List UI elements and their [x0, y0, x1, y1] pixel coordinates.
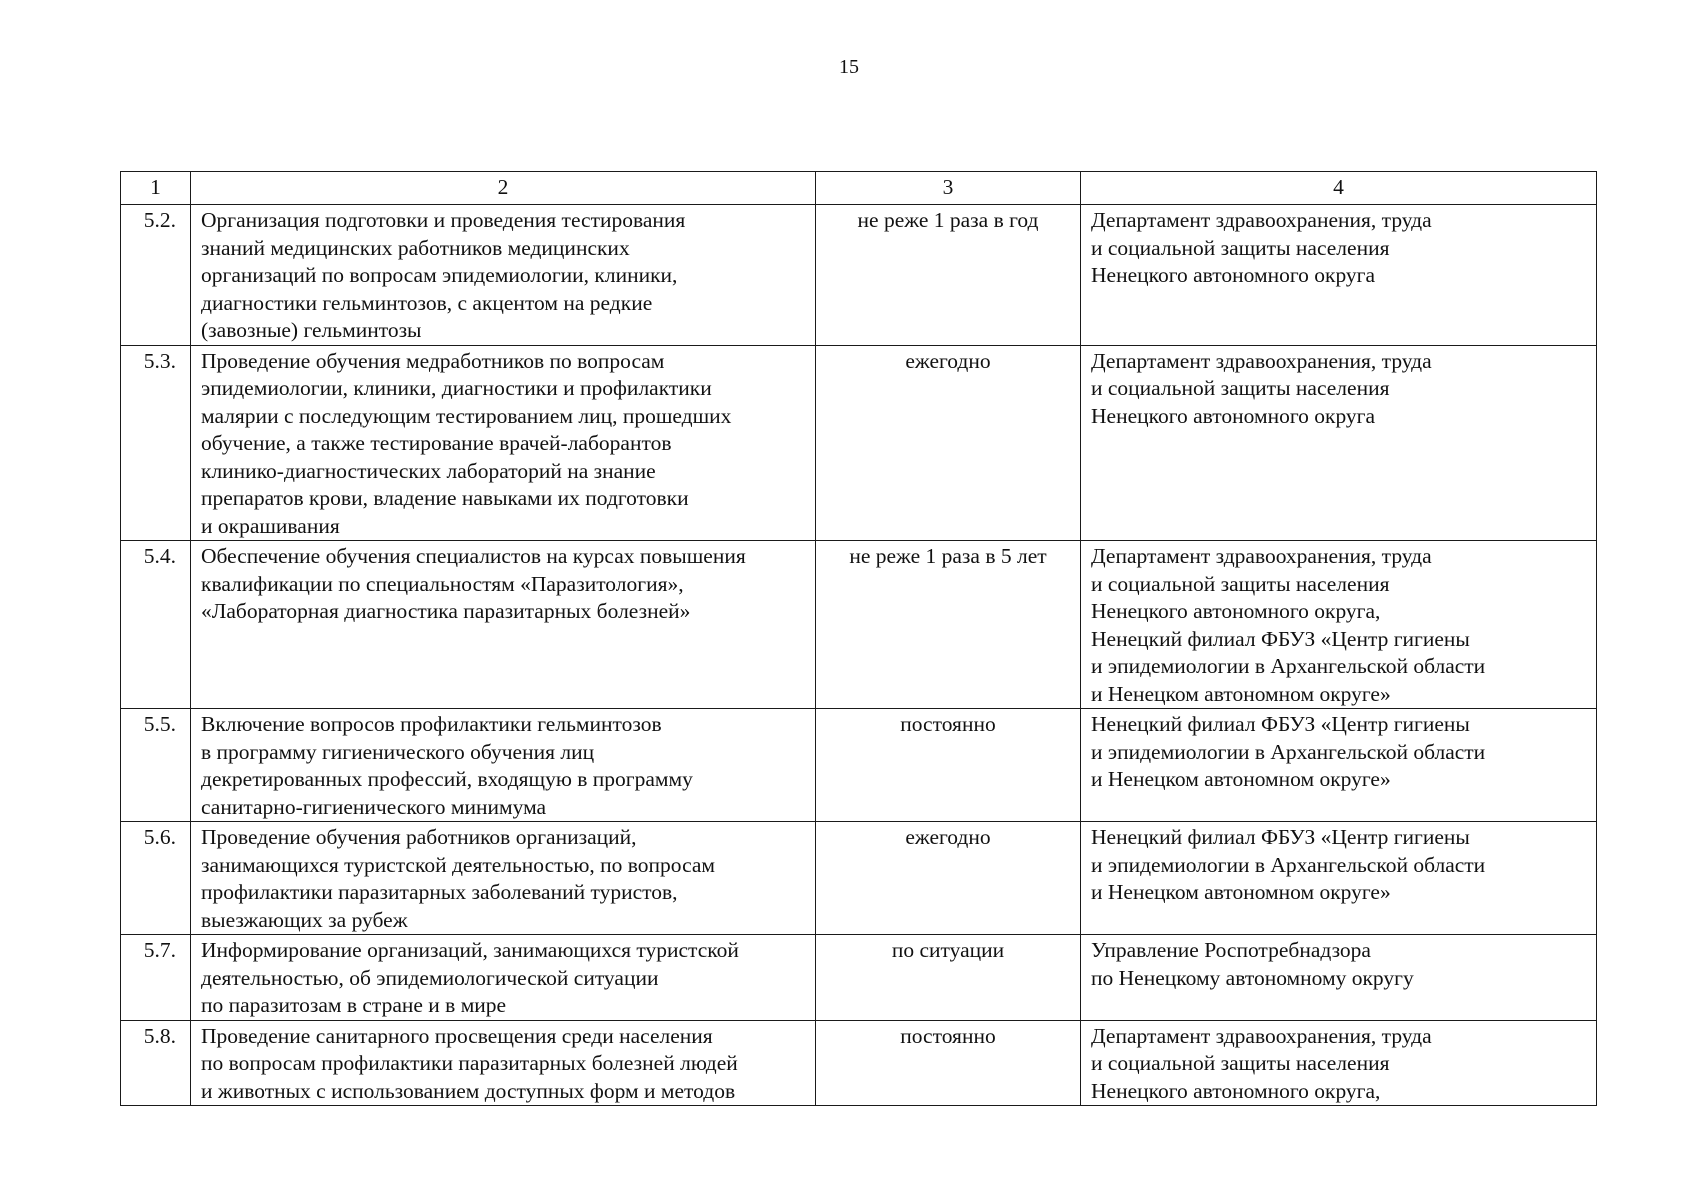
executor-line: Ненецкого автономного округа, — [1091, 599, 1381, 623]
column-header-3: 3 — [816, 172, 1081, 205]
executor-line: и эпидемиологии в Архангельской области — [1091, 654, 1486, 678]
period-cell: не реже 1 раза в год — [816, 205, 1081, 346]
action-line: Включение вопросов профилактики гельминтозов — [201, 712, 662, 736]
action-cell — [191, 345, 816, 541]
action-line: малярии с последующим тестированием лиц, прошедших — [201, 403, 732, 428]
table-row — [121, 345, 1597, 541]
item-number: 5.8. — [121, 1020, 191, 1106]
period-cell: постоянно — [816, 1020, 1081, 1106]
action-line: «Лабораторная диагностика паразитарных болезней» — [201, 599, 691, 623]
action-line: и животных с использованием доступных форм и методов — [201, 1078, 736, 1103]
measures-table — [120, 171, 1597, 1106]
executor-line: и эпидемиологии в Архангельской области — [1091, 739, 1486, 764]
action-line: эпидемиологии, клиники, диагностики и профилактики — [201, 376, 712, 400]
action-line: обучение, а также тестирование врачей-лаборантов — [201, 431, 672, 455]
action-line: Проведение обучения медработников по вопросам — [201, 348, 665, 373]
action-line: знаний медицинских работников медицинских — [201, 235, 630, 260]
item-number: 5.4. — [121, 541, 191, 709]
action-line: Проведение обучения работников организаций, — [201, 825, 637, 849]
executor-cell — [1081, 935, 1597, 1021]
action-line: Организация подготовки и проведения тестирования — [201, 208, 686, 232]
page-number: 15 — [839, 56, 859, 78]
executor-line: и эпидемиологии в Архангельской области — [1091, 852, 1486, 877]
action-line: занимающихся туристской деятельностью, по вопросам — [201, 852, 716, 877]
executor-line: Департамент здравоохранения, труда — [1091, 1023, 1432, 1048]
action-line: Проведение санитарного просвещения среди населения — [201, 1023, 713, 1048]
action-cell — [191, 205, 816, 346]
table-row — [121, 709, 1597, 822]
action-line: по паразитозам в стране и в мире — [201, 993, 507, 1017]
table-row — [121, 205, 1597, 346]
executor-line: и социальной защиты населения — [1091, 571, 1390, 596]
executor-line: Управление Роспотребнадзора — [1091, 938, 1371, 962]
executor-cell — [1081, 822, 1597, 935]
column-header-2: 2 — [191, 172, 816, 205]
executor-line: и социальной защиты населения — [1091, 235, 1390, 260]
action-line: в программу гигиенического обучения лиц — [201, 739, 595, 764]
action-line: выезжающих за рубеж — [201, 907, 408, 932]
executor-line: Ненецкий филиал ФБУЗ «Центр гигиены — [1091, 712, 1470, 736]
item-number: 5.5. — [121, 709, 191, 822]
executor-line: и социальной защиты населения — [1091, 1051, 1390, 1075]
executor-cell — [1081, 541, 1597, 709]
executor-line: по Ненецкому автономному округу — [1091, 965, 1414, 990]
column-header-1: 1 — [121, 172, 191, 205]
period-cell: не реже 1 раза в 5 лет — [816, 541, 1081, 709]
action-cell — [191, 1020, 816, 1106]
period-cell: ежегодно — [816, 345, 1081, 541]
action-cell — [191, 541, 816, 709]
action-cell — [191, 935, 816, 1021]
executor-line: Департамент здравоохранения, труда — [1091, 348, 1432, 373]
period-cell: по ситуации — [816, 935, 1081, 1021]
action-line: декретированных профессий, входящую в программу — [201, 767, 693, 791]
executor-line: Ненецкого автономного округа — [1091, 263, 1376, 287]
executor-line: Ненецкий филиал ФБУЗ «Центр гигиены — [1091, 825, 1470, 849]
action-cell — [191, 709, 816, 822]
executor-cell — [1081, 709, 1597, 822]
header-row — [121, 172, 1597, 205]
action-line: санитарно-гигиенического минимума — [201, 794, 547, 819]
action-line: (завозные) гельминтозы — [201, 318, 422, 342]
action-line: диагностики гельминтозов, с акцентом на редкие — [201, 290, 653, 315]
executor-line: и Ненецком автономном округе» — [1091, 880, 1391, 904]
table-row — [121, 935, 1597, 1021]
item-number: 5.7. — [121, 935, 191, 1021]
table-row — [121, 541, 1597, 709]
table-row — [121, 1020, 1597, 1106]
action-line: квалификации по специальностям «Паразитология», — [201, 571, 684, 596]
action-line: Информирование организаций, занимающихся туристской — [201, 938, 739, 962]
executor-line: и Ненецком автономном округе» — [1091, 681, 1391, 706]
action-line: организаций по вопросам эпидемиологии, клиники, — [201, 263, 678, 287]
action-line: препаратов крови, владение навыками их подготовки — [201, 486, 689, 510]
executor-line: и социальной защиты населения — [1091, 376, 1390, 400]
column-header-4: 4 — [1081, 172, 1597, 205]
executor-line: Ненецкого автономного округа, — [1091, 1078, 1381, 1103]
item-number: 5.6. — [121, 822, 191, 935]
action-cell — [191, 822, 816, 935]
item-number: 5.3. — [121, 345, 191, 541]
action-line: Обеспечение обучения специалистов на курсах повышения — [201, 544, 746, 568]
table-body — [121, 205, 1597, 1106]
executor-line: Ненецкий филиал ФБУЗ «Центр гигиены — [1091, 626, 1470, 651]
executor-line: Департамент здравоохранения, труда — [1091, 208, 1432, 232]
executor-cell — [1081, 205, 1597, 346]
executor-line: Департамент здравоохранения, труда — [1091, 544, 1432, 568]
action-line: профилактики паразитарных заболеваний туристов, — [201, 880, 678, 904]
action-line: деятельностью, об эпидемиологической ситуации — [201, 965, 659, 990]
executor-cell — [1081, 345, 1597, 541]
action-line: клинико-диагностических лабораторий на знание — [201, 458, 656, 483]
action-line: по вопросам профилактики паразитарных болезней людей — [201, 1051, 738, 1075]
table-row — [121, 822, 1597, 935]
item-number: 5.2. — [121, 205, 191, 346]
period-cell: ежегодно — [816, 822, 1081, 935]
period-cell: постоянно — [816, 709, 1081, 822]
executor-line: Ненецкого автономного округа — [1091, 403, 1376, 428]
action-line: и окрашивания — [201, 513, 340, 538]
executor-cell — [1081, 1020, 1597, 1106]
executor-line: и Ненецком автономном округе» — [1091, 767, 1391, 791]
